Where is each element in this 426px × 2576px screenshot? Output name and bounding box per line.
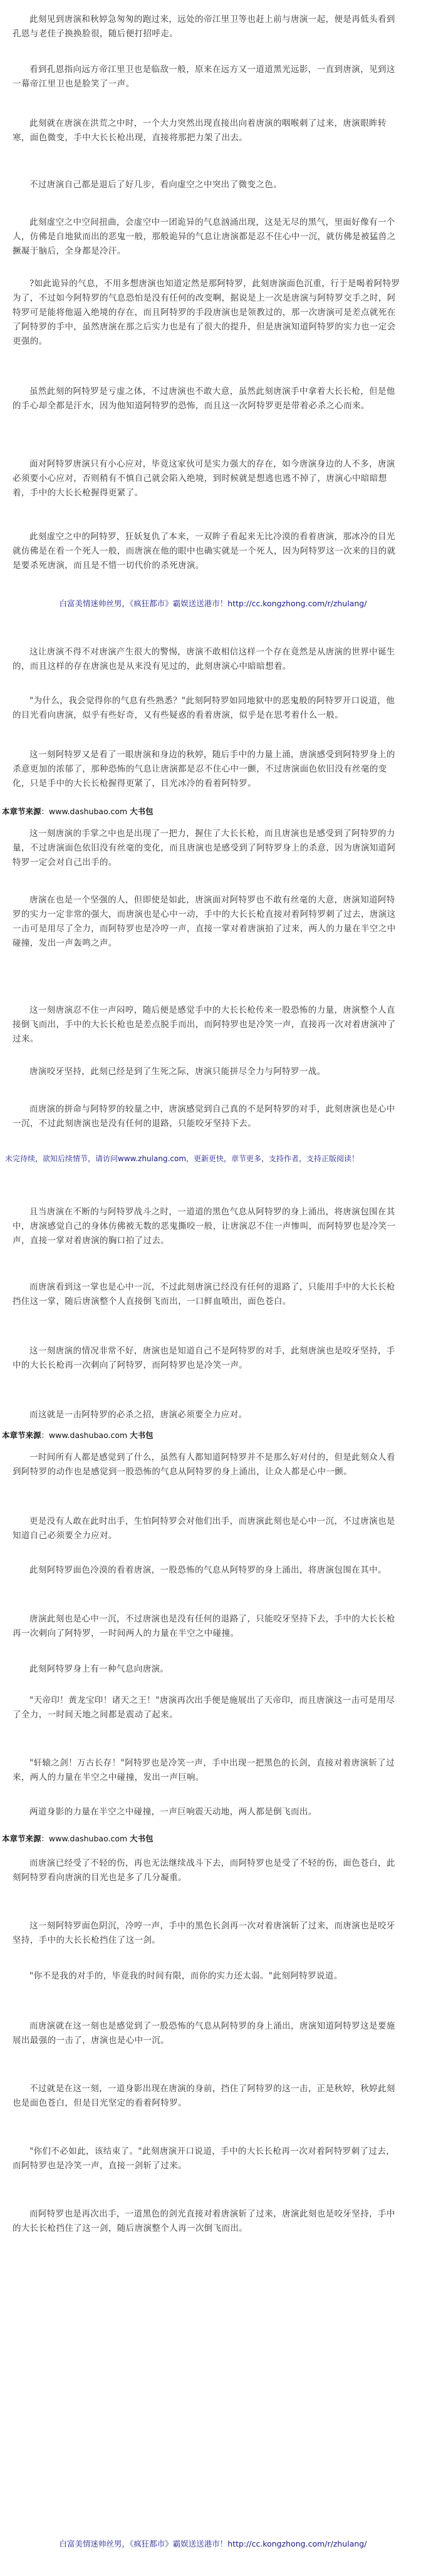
paragraph: 这一刻阿特罗又是看了一眼唐演和身边的秋婷，随后手中的力量上涌，唐演感受到阿特罗身上的杀意更加的浓郁了，那种恐怖的气息让唐演都是忍不住心中一颤，不过唐演面色依旧没有丝毫的变化，只是手中的大长长枪握得更紧了，目光冰冷的看着阿特罗。 [13, 749, 395, 789]
source-url: www.dashubao.com [49, 1834, 128, 1843]
continue-notice: 未完待续，欲知后续情节，请访问www.zhulang.com，更新更快，章节更多，支持作者，支持正版阅读！ [5, 1154, 360, 1163]
source-name: 大书包 [130, 1834, 153, 1843]
paragraph: "为什么，我会觉得你的气息有些熟悉？"此刻阿特罗如同地狱中的恶鬼般的阿特罗开口说道，他的目光看向唐演，似乎有些好奇，又有些疑惑的看着唐演，似乎是在思考着什么一般。 [13, 695, 395, 720]
source-label: 本章节来源 [2, 807, 41, 816]
paragraph: 这一刻唐演忍不住一声闷哼，随后便是感觉手中的大长长枪传来一股恐怖的力量，唐演整个人直接倒飞而出，手中的大长长枪也是差点脱手而出，而阿特罗也是冷笑一声，直接再一次对着唐演冲了过来。 [13, 1005, 396, 1044]
paragraph: 而唐演看到这一掌也是心中一沉，不过此刻唐演已经没有任何的退路了，只能用手中的大长长枪挡住这一掌，随后唐演整个人直接倒飞而出，一口鲜血喷出，面色苍白。 [13, 1281, 395, 1306]
source-label: 本章节来源 [2, 1430, 41, 1440]
paragraph: ?如此诡异的气息，不用多想唐演也知道定然是那阿特罗，此刻唐演面色沉重，行于是喝着阿特罗为了，不过如今阿特罗的气息恐怕是没有任何的改变啊，据说是上一次是唐演与阿特罗交手之时，阿特罗可是能将他逼入绝境的存在，而且阿特罗的手段唐演也是领教过的，那一次唐演可是差点就死在了阿特罗的手中，虽然唐演在那之后实力也是有了很大的提升，但是唐演知道阿特罗的实力也一定会更强的。 [13, 278, 400, 346]
paragraph: 看到孔恩指向远方帝江里卫也是临敌一般，原来在远方又一道道黑光远影，一直到唐演，见到这一幕帝江里卫也是脸笑了一声。 [13, 64, 395, 89]
paragraph: 这一刻唐演的情况非常不好，唐演也是知道自己不是阿特罗的对手，此刻唐演也是咬牙坚持，手中的大长长枪再一次刺向了阿特罗，而阿特罗也是冷笑一声。 [13, 1345, 395, 1370]
paragraph: 而唐演已经受了不轻的伤，再也无法继续战斗下去，而阿特罗也是受了不轻的伤，面色苍白，此刻阿特罗看向唐演的目光也是多了几分凝重。 [13, 1858, 395, 1883]
source-url: www.dashubao.com [49, 1430, 128, 1440]
paragraph: 不过唐演自己都是退后了好几步，看向虚空之中突出了微变之色。 [29, 179, 283, 190]
paragraph: "轩辕之剑！万古长存！"阿特罗也是冷笑一声，手中出现一把黑色的长剑，直接对着唐演斩了过来，两人的力量在半空之中碰撞，发出一声巨响。 [13, 1757, 395, 1782]
source-watermark: 本章节来源：www.dashubao.com 大书包 [2, 807, 153, 816]
paragraph: 而阿特罗也是再次出手，一道黑色的剑光直接对着唐演斩了过来，唐演此刻也是咬牙坚持，手中的大长长枪挡住了这一剑，随后唐演整个人再一次倒飞而出。 [13, 2208, 395, 2233]
promo-link[interactable]: 白富美情迷帅丝男，《疯狂都市》霸娱送送港市！http://cc.kongzhong.com/r/zhulang/ [59, 2539, 367, 2548]
paragraph: 此刻阿特罗面色冷漠的看着唐演，一股恐怖的气息从阿特罗的身上涌出，将唐演包围在其中。 [29, 1565, 387, 1575]
paragraph: 这一刻阿特罗面色阴沉，冷哼一声，手中的黑色长剑再一次对着唐演斩了过来，而唐演也是咬牙坚持，手中的大长长枪挡住了这一剑。 [13, 1920, 395, 1945]
paragraph: 唐演在也是一个坚强的人，但即使是如此，唐演面对阿特罗也不敢有丝毫的大意，唐演知道阿特罗的实力一定非常的强大，而唐演也是心中一动，手中的大长长枪直接对着阿特罗刺了过去，唐演这一击可是用尽了全力，而阿特罗也是冷哼一声，直接一掌对着唐演拍了过来，两人的力量在半空之中碰撞，发出一声轰鸣之声。 [13, 894, 396, 948]
paragraph: 而唐演就在这一刻也是感觉到了一股恐怖的气息从阿特罗的身上涌出，唐演知道阿特罗这是要施展出最强的一击了，唐演也是心中一沉。 [13, 2020, 395, 2046]
paragraph: 唐演咬牙坚持，此刻已经是到了生死之际，唐演只能拼尽全力与阿特罗一战。 [29, 1066, 326, 1077]
paragraph: "你们不必如此，该结束了。"此刻唐演开口说道，手中的大长长枪再一次对着阿特罗刺了过去，而阿特罗也是冷笑一声，直接一剑斩了过来。 [13, 2146, 395, 2171]
source-name: 大书包 [130, 1430, 153, 1440]
source-watermark: 本章节来源：www.dashubao.com 大书包 [2, 1430, 153, 1440]
paragraph: 更是没有人敢在此时出手，生怕阿特罗会对他们出手，而唐演此刻也是心中一沉，不过唐演也是知道自己必须要全力应对。 [13, 1516, 395, 1541]
paragraph: 且当唐演在不断的与阿特罗战斗之时，一道道的黑色气息从阿特罗的身上涌出，将唐演包围在其中，唐演感觉自己的身体仿佛被无数的恶鬼撕咬一般，让唐演忍不住一声惨叫，而阿特罗也是冷笑一声，直接一掌对着唐演的胸口拍了过去。 [13, 1206, 396, 1246]
paragraph: 面对阿特罗唐演只有小心应对，毕竟这家伙可是实力强大的存在，如今唐演身边的人不多，唐演必须要小心应对，否则稍有不慎自己就会陷入绝境，到时候就是想逃也逃不掉了，唐演心中暗暗想着，手中的大长长枪握得更紧了。 [13, 458, 395, 498]
paragraph: 这让唐演不得不对唐演产生很大的警惕，唐演不敢相信这样一个存在竟然是从唐演的世界中诞生的，而且这样的存在唐演也是从来没有见过的，此刻唐演心中暗暗想着。 [13, 646, 395, 671]
paragraph: 此刻阿特罗身上有一种气息向唐演。 [29, 1663, 169, 1674]
paragraph: 一时间所有人都是感觉到了什么，虽然有人都知道阿特罗并不是那么好对付的，但是此刻众人看到阿特罗的动作也是感觉到一股恐怖的气息从阿特罗的身上涌出，让众人都是心中一颤。 [13, 1452, 395, 1477]
paragraph: 而这就是一击阿特罗的必杀之招，唐演必须要全力应对。 [29, 1409, 247, 1420]
paragraph: 此刻虚空之中的阿特罗，狂妖复仇了本来，一双眸子看起来无比冷漠的看着唐演，那冰冷的目光就仿佛是在看一个死人一般，而唐演在他的眼中也确实就是一个死人，因为阿特罗这一次来的目的就是要杀死唐演，而且是不惜一切代价的杀死唐演。 [13, 531, 396, 571]
source-name: 大书包 [130, 807, 153, 816]
paragraph: 两道身影的力量在半空之中碰撞，一声巨响震天动地，两人都是倒飞而出。 [29, 1806, 317, 1817]
paragraph: "你不是我的对手的，毕竟我的时间有限，而你的实力还太弱。"此刻阿特罗说道。 [29, 1970, 343, 1981]
source-watermark: 本章节来源：www.dashubao.com 大书包 [2, 1834, 153, 1843]
paragraph: 此刻见到唐演和秋婷急匆匆的跑过来，远处的帝江里卫等也赶上前与唐演一起，便是再低头看到孔恩与老佳子换换脸很，随后便打招呼走。 [13, 14, 395, 39]
paragraph: 而唐演的拼命与阿特罗的较量之中，唐演感觉到自己真的不是阿特罗的对手，此刻唐演也是心中一沉，不过此刻唐演也是没有任何的退路，只能咬牙坚持下去。 [13, 1104, 395, 1129]
paragraph: 不过就是在这一刻，一道身影出现在唐演的身前，挡住了阿特罗的这一击，正是秋婷，秋婷此刻也是面色苍白，但是目光坚定的看着阿特罗。 [13, 2083, 395, 2108]
source-url: www.dashubao.com [49, 807, 128, 816]
paragraph: "天帝印！黄龙宝印！诸天之王！"唐演再次出手便是施展出了天帝印，而且唐演这一击可是用尽了全力，一时间天地之间都是震动了起来。 [13, 1695, 395, 1720]
paragraph: 此刻虚空之中空间扭曲，会虚空中一团诡异的气息汹涌出现，这是无尽的黑气，里面好像有一个人，仿佛是自地狱而出的恶鬼一般，那般诡异的气息让唐演都是忍不住心中一沉，就仿佛是被猛兽之撅凝于脑后，全身都是冷汗。 [13, 217, 396, 256]
source-label: 本章节来源 [2, 1834, 41, 1843]
promo-link[interactable]: 白富美情迷帅丝男，《疯狂都市》霸娱送送港市！http://cc.kongzhong.com/r/zhulang/ [59, 599, 367, 608]
paragraph: 唐演此刻也是心中一沉，不过唐演也是没有任何的退路了，只能咬牙坚持下去，手中的大长长枪再一次刺向了阿特罗，一时间两人的力量在半空之中碰撞。 [13, 1613, 395, 1638]
paragraph: 这一刻唐演的手掌之中也是出现了一把力，握住了大长长枪，而且唐演也是感受到了阿特罗的力量，不过唐演面色依旧没有丝毫的变化，而且唐演也是感受到了阿特罗身上的杀意，因为唐演知道阿特罗一定会对自己出手的。 [13, 828, 396, 867]
paragraph: 此刻就在唐演在洪荒之中时，一个大力突然出现直接出向着唐演的咽喉刺了过来，唐演眼眸转寒，面色微变，手中大长长枪出现，直接将那把力架了出去。 [13, 118, 387, 143]
paragraph: 虽然此刻的阿特罗是亏虚之体，不过唐演也不敢大意，虽然此刻唐演手中拿着大长长枪，但是他的手心却全都是汗水，因为他知道阿特罗的恐怖，而且这一次阿特罗更是带着必杀之心而来。 [13, 386, 395, 411]
